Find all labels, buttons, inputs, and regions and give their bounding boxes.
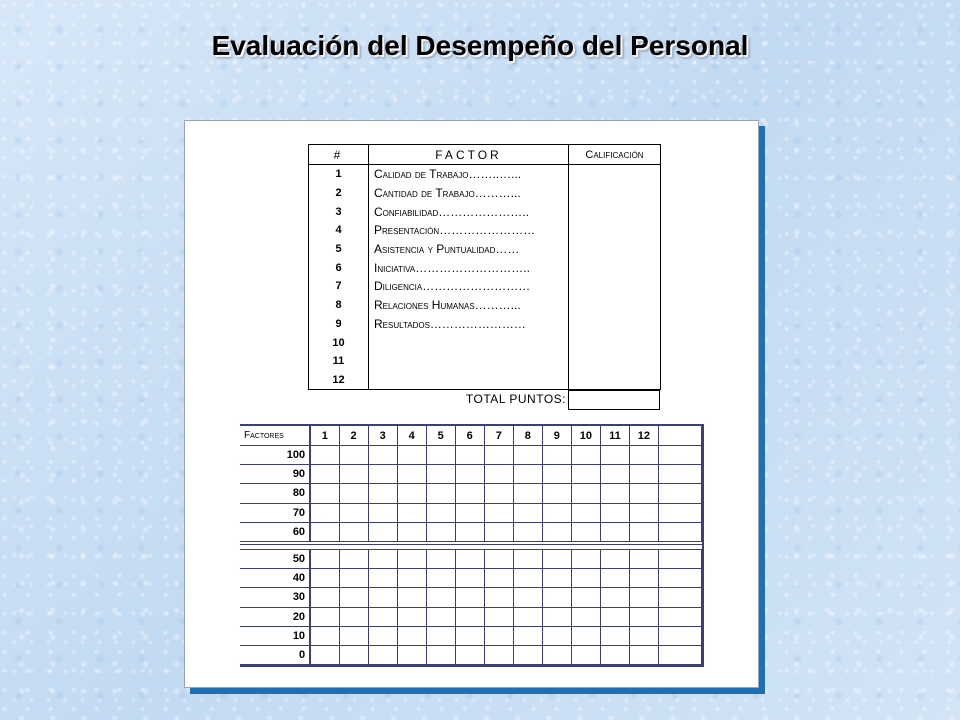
score-cell[interactable] xyxy=(513,626,542,645)
score-label: 70 xyxy=(240,503,310,522)
score-cell[interactable] xyxy=(571,484,600,503)
calificacion-cell[interactable] xyxy=(569,277,661,296)
factor-rows xyxy=(309,165,661,390)
score-cell[interactable] xyxy=(397,549,426,568)
score-row xyxy=(240,588,702,607)
score-cell[interactable] xyxy=(658,465,701,484)
score-cell[interactable] xyxy=(513,645,542,664)
score-cell[interactable] xyxy=(426,607,455,626)
factor-column-header: 1 xyxy=(310,425,339,446)
score-cell[interactable] xyxy=(368,569,397,588)
score-cell[interactable] xyxy=(484,465,513,484)
score-cell[interactable] xyxy=(658,569,701,588)
score-cell[interactable] xyxy=(600,549,629,568)
score-cell[interactable] xyxy=(310,522,339,543)
factor-column-header: 9 xyxy=(542,425,571,446)
score-cell[interactable] xyxy=(629,465,658,484)
score-row xyxy=(240,626,702,645)
score-cell[interactable] xyxy=(542,465,571,484)
score-cell[interactable] xyxy=(658,503,701,522)
score-cell[interactable] xyxy=(455,503,484,522)
factor-column-header: 5 xyxy=(426,425,455,446)
score-cell[interactable] xyxy=(484,549,513,568)
factor-number: 7 xyxy=(309,277,369,296)
factor-row xyxy=(309,371,661,390)
score-cell[interactable] xyxy=(397,626,426,645)
score-cell[interactable] xyxy=(542,645,571,664)
score-cell[interactable] xyxy=(600,645,629,664)
factor-name: Iniciativa……………………….. xyxy=(369,258,569,277)
factor-number: 5 xyxy=(309,240,369,259)
score-cell[interactable] xyxy=(658,607,701,626)
factor-name: Resultados…………………… xyxy=(369,315,569,334)
score-cell[interactable] xyxy=(310,503,339,522)
factor-row xyxy=(309,315,661,334)
score-cell[interactable] xyxy=(513,503,542,522)
factor-column-header: 6 xyxy=(455,425,484,446)
factor-row xyxy=(309,240,661,259)
factor-name: Asistencia y Puntualidad…… xyxy=(369,240,569,259)
calificacion-cell[interactable] xyxy=(569,371,661,390)
factor-number: 10 xyxy=(309,333,369,352)
score-cell[interactable] xyxy=(513,588,542,607)
score-cell[interactable] xyxy=(455,522,484,543)
factor-name: Cantidad de Trabajo………... xyxy=(369,184,569,203)
score-cell[interactable] xyxy=(397,465,426,484)
score-cell[interactable] xyxy=(339,645,368,664)
factor-row xyxy=(309,258,661,277)
score-cell[interactable] xyxy=(484,607,513,626)
score-label: 10 xyxy=(240,626,310,645)
score-cell[interactable] xyxy=(513,446,542,465)
total-points-field[interactable] xyxy=(568,390,660,410)
factor-name: Confiabilidad………………….. xyxy=(369,202,569,221)
factor-number: 2 xyxy=(309,184,369,203)
score-label: 40 xyxy=(240,569,310,588)
score-cell[interactable] xyxy=(629,607,658,626)
score-cell[interactable] xyxy=(426,484,455,503)
score-cell[interactable] xyxy=(658,522,701,543)
factor-row xyxy=(309,221,661,240)
header-factor: FACTOR xyxy=(369,145,569,165)
score-cell[interactable] xyxy=(426,569,455,588)
score-cell[interactable] xyxy=(513,549,542,568)
factor-name: Relaciones Humanas………... xyxy=(369,296,569,315)
score-cell[interactable] xyxy=(542,607,571,626)
score-cell[interactable] xyxy=(339,569,368,588)
factor-row xyxy=(309,352,661,371)
factors-header: Factores xyxy=(240,425,310,446)
factor-name: Presentación…………………… xyxy=(369,221,569,240)
score-cell[interactable] xyxy=(455,465,484,484)
factor-column-header: 10 xyxy=(571,425,600,446)
score-grid-table xyxy=(240,424,702,665)
score-cell[interactable] xyxy=(397,588,426,607)
score-cell[interactable] xyxy=(658,484,701,503)
factor-row xyxy=(309,296,661,315)
score-cell[interactable] xyxy=(368,446,397,465)
score-cell[interactable] xyxy=(629,588,658,607)
score-cell[interactable] xyxy=(513,522,542,543)
score-cell[interactable] xyxy=(658,645,701,664)
score-cell[interactable] xyxy=(310,465,339,484)
score-cell[interactable] xyxy=(484,626,513,645)
factor-name: Calidad de Trabajo……..…... xyxy=(369,165,569,184)
score-cell[interactable] xyxy=(542,549,571,568)
score-label: 50 xyxy=(240,549,310,568)
score-cell[interactable] xyxy=(339,522,368,543)
score-cell[interactable] xyxy=(426,626,455,645)
score-label: 60 xyxy=(240,522,310,543)
score-cell[interactable] xyxy=(571,588,600,607)
score-cell[interactable] xyxy=(397,569,426,588)
score-cell[interactable] xyxy=(397,607,426,626)
calificacion-cell[interactable] xyxy=(569,184,661,203)
score-cell[interactable] xyxy=(629,522,658,543)
score-cell[interactable] xyxy=(571,645,600,664)
score-cell[interactable] xyxy=(397,503,426,522)
score-cell[interactable] xyxy=(426,446,455,465)
score-label: 30 xyxy=(240,588,310,607)
score-cell[interactable] xyxy=(426,522,455,543)
score-row xyxy=(240,549,702,568)
factor-number: 3 xyxy=(309,202,369,221)
calificacion-cell[interactable] xyxy=(569,315,661,334)
score-cell[interactable] xyxy=(310,569,339,588)
score-row xyxy=(240,446,702,465)
calificacion-cell[interactable] xyxy=(569,221,661,240)
score-row xyxy=(240,522,702,543)
factor-column-header: 3 xyxy=(368,425,397,446)
score-cell[interactable] xyxy=(600,569,629,588)
score-cell[interactable] xyxy=(368,549,397,568)
score-cell[interactable] xyxy=(542,503,571,522)
score-label: 100 xyxy=(240,446,310,465)
factor-name: Diligencia……………………… xyxy=(369,277,569,296)
score-cell[interactable] xyxy=(426,549,455,568)
score-cell[interactable] xyxy=(484,503,513,522)
score-cell[interactable] xyxy=(339,465,368,484)
factor-row xyxy=(309,277,661,296)
score-cell[interactable] xyxy=(484,588,513,607)
calificacion-cell[interactable] xyxy=(569,165,661,184)
score-cell[interactable] xyxy=(310,484,339,503)
score-cell[interactable] xyxy=(600,465,629,484)
score-cell[interactable] xyxy=(571,607,600,626)
score-cell[interactable] xyxy=(571,465,600,484)
score-cell[interactable] xyxy=(339,549,368,568)
score-cell[interactable] xyxy=(600,484,629,503)
factor-number: 4 xyxy=(309,221,369,240)
score-label: 90 xyxy=(240,465,310,484)
score-cell[interactable] xyxy=(571,522,600,543)
score-cell[interactable] xyxy=(368,484,397,503)
score-row xyxy=(240,645,702,664)
score-cell[interactable] xyxy=(339,607,368,626)
score-cell[interactable] xyxy=(397,645,426,664)
score-row xyxy=(240,465,702,484)
score-cell[interactable] xyxy=(629,484,658,503)
score-cell[interactable] xyxy=(484,645,513,664)
score-cell[interactable] xyxy=(310,645,339,664)
score-cell[interactable] xyxy=(600,522,629,543)
score-cell[interactable] xyxy=(484,569,513,588)
score-cell[interactable] xyxy=(571,569,600,588)
score-cell[interactable] xyxy=(310,549,339,568)
factor-number: 6 xyxy=(309,258,369,277)
score-cell[interactable] xyxy=(600,588,629,607)
factor-table xyxy=(308,144,661,390)
score-row xyxy=(240,569,702,588)
score-cell[interactable] xyxy=(600,607,629,626)
score-cell[interactable] xyxy=(455,446,484,465)
score-cell[interactable] xyxy=(455,588,484,607)
score-cell[interactable] xyxy=(426,645,455,664)
score-cell[interactable] xyxy=(542,588,571,607)
score-cell[interactable] xyxy=(397,484,426,503)
calificacion-cell[interactable] xyxy=(569,202,661,221)
score-cell[interactable] xyxy=(397,446,426,465)
score-cell[interactable] xyxy=(484,522,513,543)
calificacion-cell[interactable] xyxy=(569,352,661,371)
score-cell[interactable] xyxy=(426,465,455,484)
score-cell[interactable] xyxy=(629,446,658,465)
score-cell[interactable] xyxy=(629,645,658,664)
score-cell[interactable] xyxy=(571,549,600,568)
header-calificacion: Calificación xyxy=(569,145,661,165)
score-cell[interactable] xyxy=(600,626,629,645)
slide-title: Evaluación del Desempeño del Personal xyxy=(211,30,749,61)
score-grid xyxy=(240,424,704,667)
score-cell[interactable] xyxy=(310,607,339,626)
score-cell[interactable] xyxy=(571,503,600,522)
factor-column-header: 7 xyxy=(484,425,513,446)
score-cell[interactable] xyxy=(658,549,701,568)
factor-row xyxy=(309,184,661,203)
score-cell[interactable] xyxy=(658,446,701,465)
factor-name xyxy=(369,333,569,352)
factor-column-header: 11 xyxy=(600,425,629,446)
calificacion-cell[interactable] xyxy=(569,258,661,277)
score-cell[interactable] xyxy=(484,484,513,503)
factor-row xyxy=(309,165,661,184)
score-cell[interactable] xyxy=(513,465,542,484)
score-cell[interactable] xyxy=(368,607,397,626)
score-cell[interactable] xyxy=(339,626,368,645)
score-cell[interactable] xyxy=(542,569,571,588)
factor-name xyxy=(369,371,569,390)
score-cell[interactable] xyxy=(310,446,339,465)
score-cell[interactable] xyxy=(571,626,600,645)
total-points-label: TOTAL PUNTOS: xyxy=(465,392,566,406)
score-cell[interactable] xyxy=(368,645,397,664)
score-cell[interactable] xyxy=(397,522,426,543)
factor-column-header: 12 xyxy=(629,425,658,446)
score-cell[interactable] xyxy=(368,588,397,607)
score-cell[interactable] xyxy=(339,484,368,503)
factor-column-header: 4 xyxy=(397,425,426,446)
header-number: # xyxy=(309,145,369,165)
score-row xyxy=(240,607,702,626)
score-cell[interactable] xyxy=(426,503,455,522)
extra-column-header xyxy=(658,425,701,446)
factor-number: 11 xyxy=(309,352,369,371)
score-cell[interactable] xyxy=(368,626,397,645)
score-cell[interactable] xyxy=(484,446,513,465)
score-label: 20 xyxy=(240,607,310,626)
factor-name xyxy=(369,352,569,371)
calificacion-cell[interactable] xyxy=(569,296,661,315)
score-cell[interactable] xyxy=(600,503,629,522)
score-cell[interactable] xyxy=(513,569,542,588)
factor-row xyxy=(309,333,661,352)
score-cell[interactable] xyxy=(368,465,397,484)
score-cell[interactable] xyxy=(513,484,542,503)
score-cell[interactable] xyxy=(339,446,368,465)
score-cell[interactable] xyxy=(658,626,701,645)
score-cell[interactable] xyxy=(629,626,658,645)
score-cell[interactable] xyxy=(455,549,484,568)
factor-number: 8 xyxy=(309,296,369,315)
score-cell[interactable] xyxy=(310,588,339,607)
score-label: 0 xyxy=(240,645,310,664)
score-cell[interactable] xyxy=(455,607,484,626)
calificacion-cell[interactable] xyxy=(569,333,661,352)
factor-number: 9 xyxy=(309,315,369,334)
score-cell[interactable] xyxy=(426,588,455,607)
calificacion-cell[interactable] xyxy=(569,240,661,259)
score-cell[interactable] xyxy=(455,569,484,588)
score-row xyxy=(240,503,702,522)
factor-column-header: 2 xyxy=(339,425,368,446)
score-cell[interactable] xyxy=(542,446,571,465)
score-cell[interactable] xyxy=(542,522,571,543)
score-label: 80 xyxy=(240,484,310,503)
score-cell[interactable] xyxy=(455,645,484,664)
score-cell[interactable] xyxy=(339,588,368,607)
factor-column-header: 8 xyxy=(513,425,542,446)
score-cell[interactable] xyxy=(571,446,600,465)
score-cell[interactable] xyxy=(658,588,701,607)
score-cell[interactable] xyxy=(455,626,484,645)
score-cell[interactable] xyxy=(368,522,397,543)
factor-number: 1 xyxy=(309,165,369,184)
score-cell[interactable] xyxy=(542,484,571,503)
score-cell[interactable] xyxy=(542,626,571,645)
score-row xyxy=(240,484,702,503)
score-cell[interactable] xyxy=(629,569,658,588)
score-cell[interactable] xyxy=(339,503,368,522)
score-cell[interactable] xyxy=(455,484,484,503)
score-cell[interactable] xyxy=(513,607,542,626)
score-cell[interactable] xyxy=(310,626,339,645)
score-cell[interactable] xyxy=(368,503,397,522)
score-cell[interactable] xyxy=(600,446,629,465)
factor-number: 12 xyxy=(309,371,369,390)
factor-row xyxy=(309,202,661,221)
score-cell[interactable] xyxy=(629,549,658,568)
score-cell[interactable] xyxy=(629,503,658,522)
